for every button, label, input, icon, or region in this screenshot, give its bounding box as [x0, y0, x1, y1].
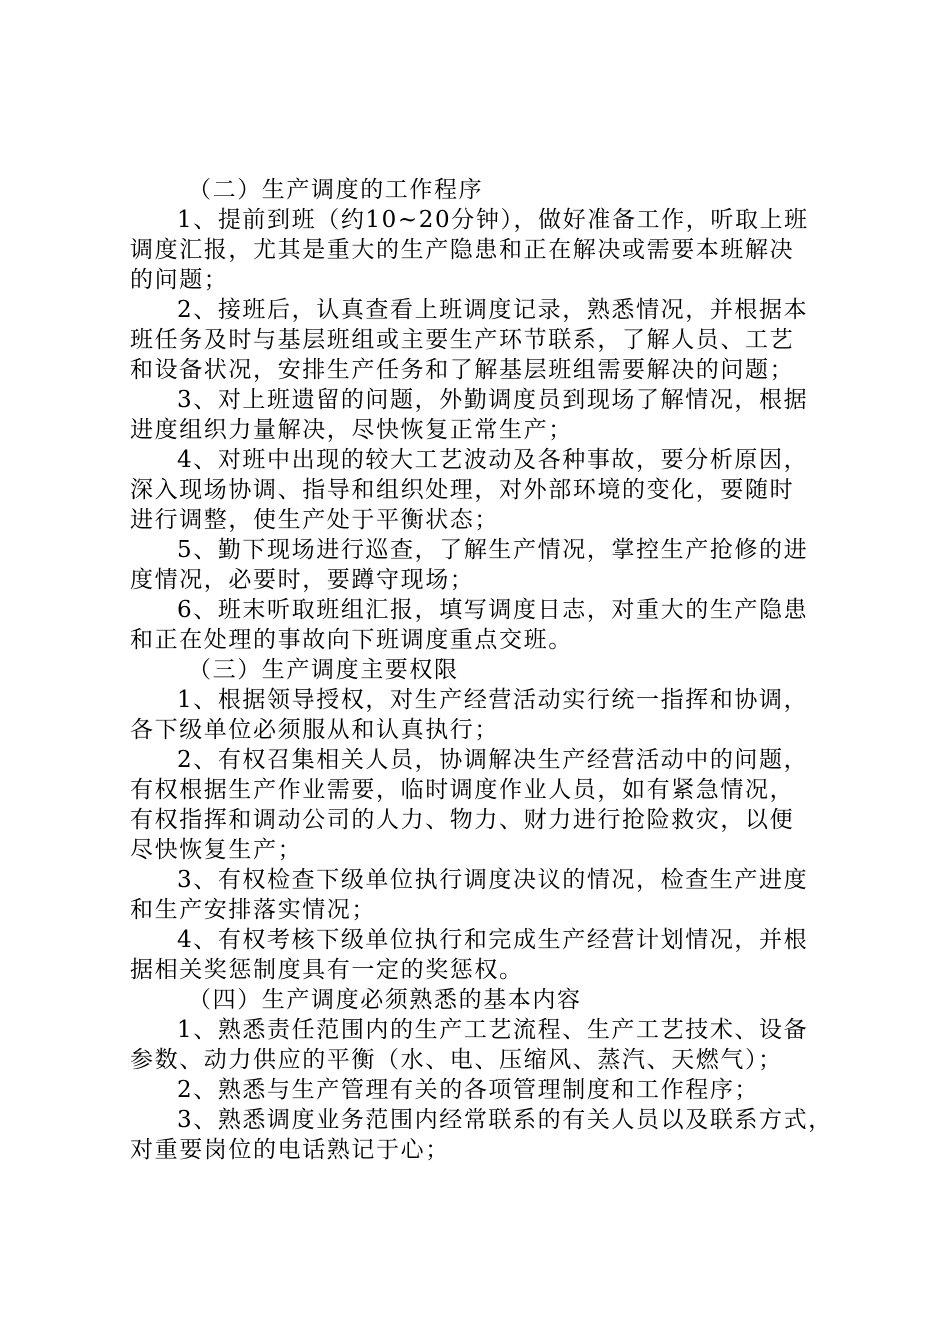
paragraph-line: 2、有权召集相关人员，协调解决生产经营活动中的问题， — [177, 747, 809, 773]
paragraph-line: 3、对上班遗留的问题，外勤调度员到现场了解情况，根据 — [177, 387, 809, 413]
paragraph-line: 进行调整，使生产处于平衡状态； — [130, 507, 499, 533]
paragraph-line: 和设备状况，安排生产任务和了解基层班组需要解决的问题； — [130, 357, 795, 383]
paragraph-line: 2、熟悉与生产管理有关的各项管理制度和工作程序； — [177, 1077, 760, 1103]
paragraph-line: 深入现场协调、指导和组织处理，对外部环境的变化，要随时 — [130, 477, 795, 503]
paragraph-line: 2、接班后，认真查看上班调度记录，熟悉情况，并根据本 — [177, 297, 809, 323]
paragraph-line: 4、有权考核下级单位执行和完成生产经营计划情况，并根 — [177, 927, 809, 953]
paragraph-line: 和正在处理的事故向下班调度重点交班。 — [130, 627, 573, 653]
paragraph-line: 3、熟悉调度业务范围内经常联系的有关人员以及联系方式， — [177, 1107, 833, 1133]
paragraph-line: 进度组织力量解决，尽快恢复正常生产； — [130, 417, 573, 443]
section-heading-2: （二）生产调度的工作程序 — [188, 177, 484, 203]
paragraph-line: 参数、动力供应的平衡（水、电、压缩风、蒸汽、天燃气）； — [130, 1047, 783, 1073]
paragraph-line: 调度汇报，尤其是重大的生产隐患和正在解决或需要本班解决 — [130, 237, 795, 263]
paragraph-line: 班任务及时与基层班组或主要生产环节联系，了解人员、工艺 — [130, 327, 795, 353]
paragraph-line: 3、有权检查下级单位执行调度决议的情况，检查生产进度 — [177, 867, 809, 893]
paragraph-line: 度情况，必要时，要蹲守现场； — [130, 567, 475, 593]
paragraph-line: 1、根据领导授权，对生产经营活动实行统一指挥和协调， — [177, 687, 809, 713]
paragraph-line: 4、对班中出现的较大工艺波动及各种事故，要分析原因， — [177, 447, 809, 473]
paragraph-line: 对重要岗位的电话熟记于心； — [130, 1137, 450, 1163]
paragraph-line: 据相关奖惩制度具有一定的奖惩权。 — [130, 957, 524, 983]
paragraph-line: 各下级单位必须服从和认真执行； — [130, 717, 499, 743]
paragraph-line: 有权根据生产作业需要，临时调度作业人员，如有紧急情况， — [130, 777, 795, 803]
paragraph-line: 有权指挥和调动公司的人力、物力、财力进行抢险救灾，以便 — [130, 807, 795, 833]
section-heading-3: （三）生产调度主要权限 — [188, 657, 459, 683]
document-body — [130, 175, 833, 1165]
paragraph-line: 5、勤下现场进行巡查，了解生产情况，掌控生产抢修的进 — [177, 537, 809, 563]
paragraph-line: 1、熟悉责任范围内的生产工艺流程、生产工艺技术、设备 — [177, 1017, 809, 1043]
paragraph-line: 尽快恢复生产； — [130, 837, 303, 863]
section-heading-4: （四）生产调度必须熟悉的基本内容 — [188, 987, 582, 1013]
paragraph-line: 和生产安排落实情况； — [130, 897, 376, 923]
paragraph-line: 1、提前到班（约10~20分钟），做好准备工作，听取上班 — [177, 207, 809, 233]
paragraph-line: 的问题； — [130, 267, 229, 293]
paragraph-line: 6、班末听取班组汇报，填写调度日志，对重大的生产隐患 — [177, 597, 809, 623]
